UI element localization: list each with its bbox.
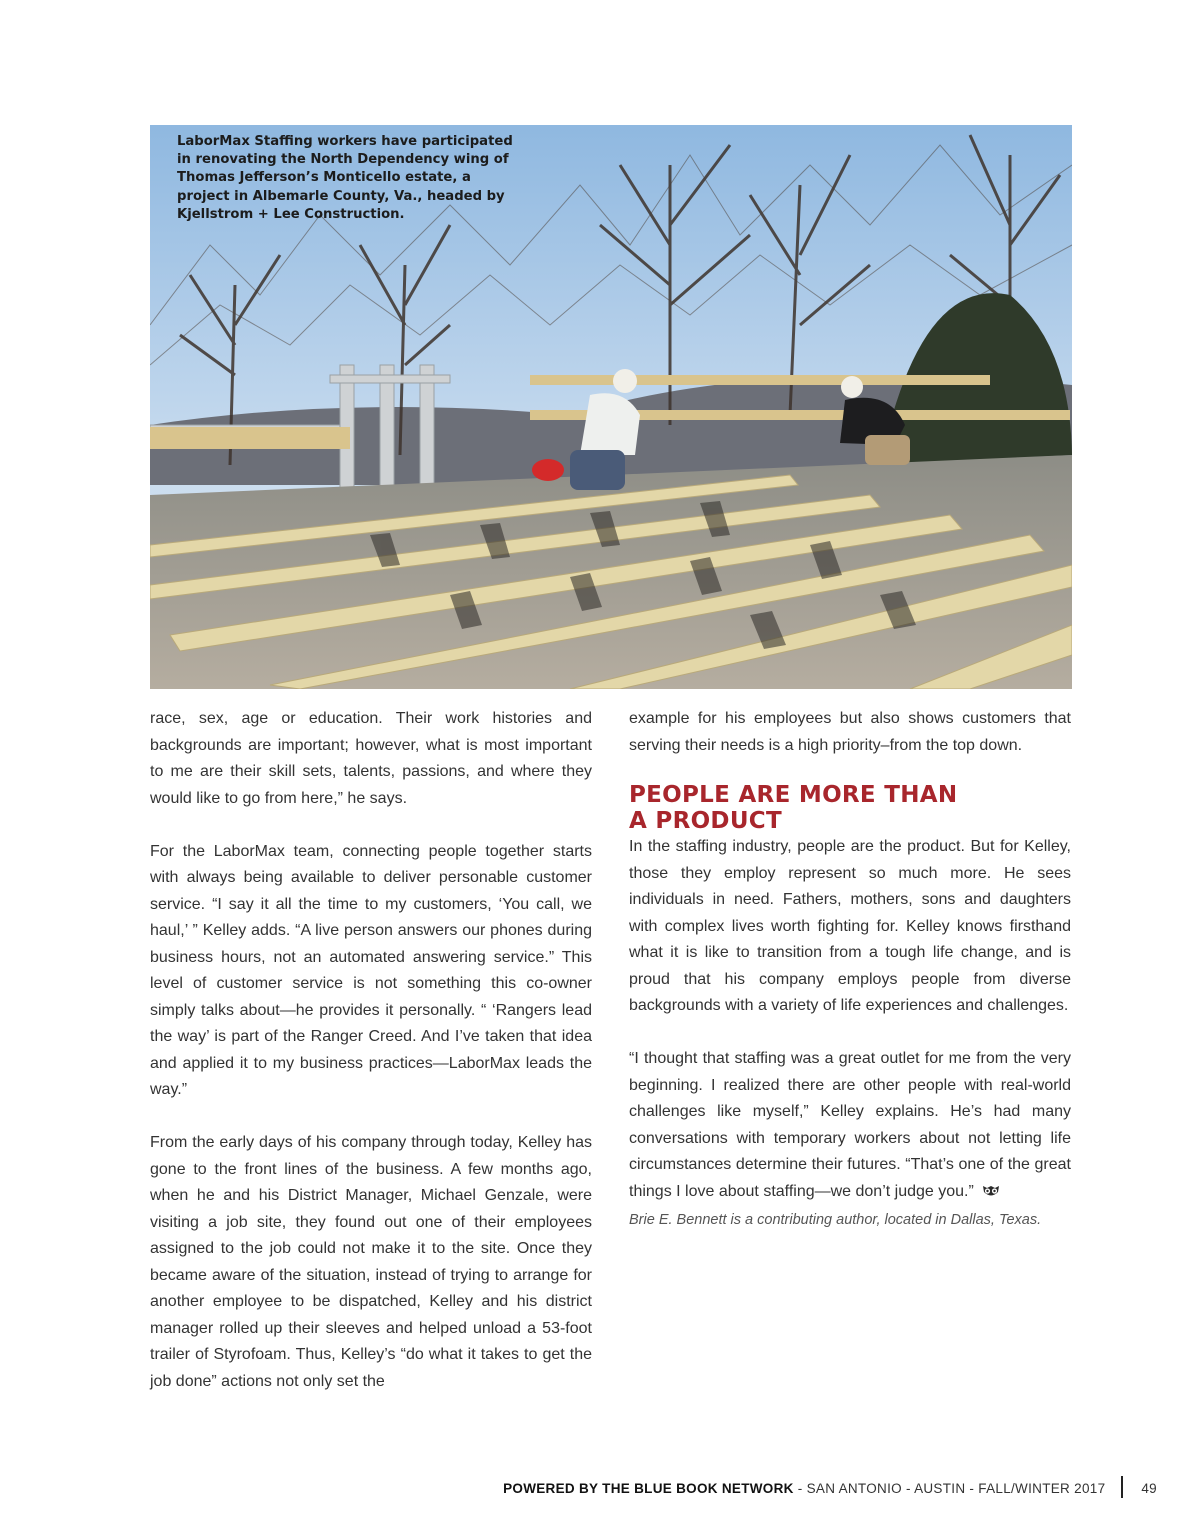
- footer-brand: POWERED BY THE BLUE BOOK NETWORK: [503, 1481, 794, 1496]
- owl-icon: [982, 1181, 1000, 1208]
- section-heading-line-1: PEOPLE ARE MORE THAN: [629, 782, 958, 808]
- left-column: [150, 706, 592, 1395]
- section-heading: [629, 782, 1071, 834]
- right-intro-paragraph: example for his employees but also shows customers that serving their needs is a high priority–from the top down.: [629, 710, 1071, 754]
- photo-caption: LaborMax Staffing workers have participated in renovating the North Dependency wing of Thomas Jefferson’s Monticello estate, a project in Albemarle County, Va., headed by Kjellstrom + Lee Construction.: [177, 134, 513, 222]
- page-footer: [0, 1476, 1157, 1498]
- right-paragraph-1: In the staffing industry, people are the product. But for Kelley, those they employ represent so much more. He sees individuals in need. Fathers, mothers, sons and daughters with complex lives worth fighting for. Kelley knows firsthand what it is like to transition from a tough life change, and is proud that his company employs people from diverse backgrounds with a variety of life experiences and challenges.: [629, 838, 1071, 1014]
- author-byline: Brie E. Bennett is a contributing author, located in Dallas, Texas.: [629, 1212, 1042, 1228]
- right-paragraph-2-text: “I thought that staffing was a great outlet for me from the very beginning. I realized there are other people with real-world challenges like myself,” Kelley explains. He’s had many conversations with temporary workers about not letting life circumstances determine their futures. “That’s one of the great things I love about staffing—we don’t judge you.”: [629, 1050, 1071, 1200]
- footer-divider: [1121, 1476, 1123, 1498]
- left-paragraph-3: From the early days of his company through today, Kelley has gone to the front lines of the business. A few months ago, when he and his District Manager, Michael Genzale, were visiting a job site, they found out one of their employees assigned to the job could not make it to the site. Once they became aware of the situation, instead of trying to arrange for another employee to be dispatched, Kelley and his district manager rolled up their sleeves and helped unload a 53-foot trailer of Styrofoam. Thus, Kelley’s “do what it takes to get the job done” actions not only set the: [150, 1134, 592, 1390]
- right-column: [629, 706, 1071, 1234]
- left-paragraph-2: For the LaborMax team, connecting people together starts with always being available to deliver personable customer service. “I say it all the time to my customers, ‘You call, we haul,’ ” Kelley adds. “A live person answers our phones during business hours, not an automated answering service.” This level of customer service is not something this co-owner simply talks about—he provides it personally. “ ‘Rangers lead the way’ is part of the Ranger Creed. And I’ve taken that idea and applied it to my business practices—LaborMax leads the way.”: [150, 842, 592, 1098]
- right-paragraph-2: [629, 1046, 1071, 1207]
- section-heading-line-2: A PRODUCT: [629, 808, 782, 834]
- page-number: 49: [1141, 1481, 1157, 1496]
- left-paragraph-1: race, sex, age or education. Their work histories and backgrounds are important; however, what is most important to me are their skill sets, talents, passions, and where they would like to go from here,” he says.: [150, 710, 592, 807]
- footer-edition: - SAN ANTONIO - AUSTIN - FALL/WINTER 2017: [793, 1481, 1106, 1496]
